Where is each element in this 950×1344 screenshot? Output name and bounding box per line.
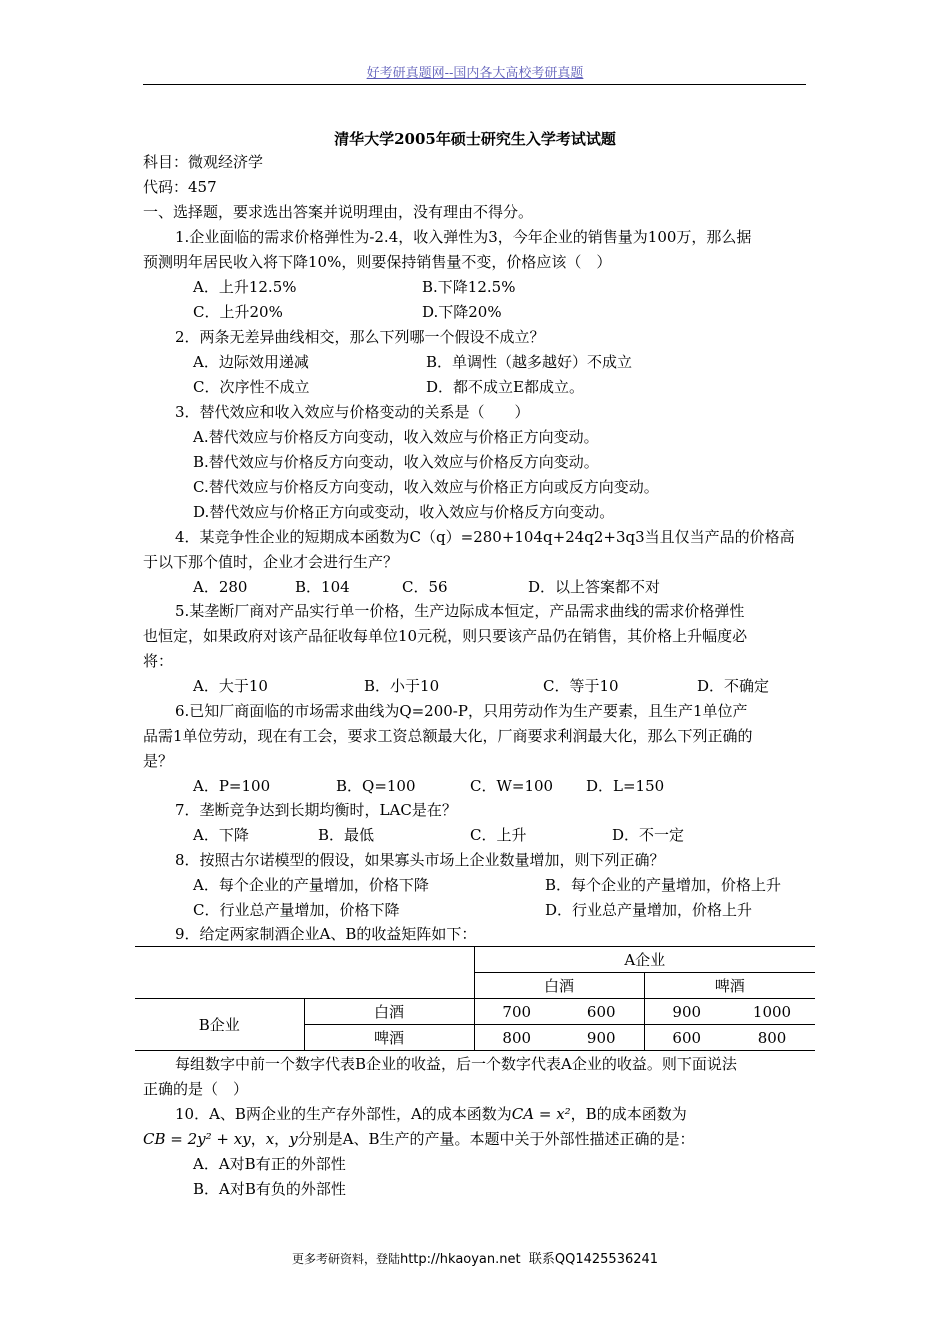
q8-option-a: A．每个企业的产量增加，价格下降 [193,876,429,894]
q8-option-d: D．行业总产量增加，价格上升 [545,901,753,919]
q6-option-a: A．P=100 [193,777,271,795]
q5-line-1: 5.某垄断厂商对产品实行单一价格，生产边际成本恒定，产品需求曲线的需求价格弹性 [175,602,745,620]
q10-line-2 [143,1129,695,1149]
q9-note-1: 每组数字中前一个数字代表B企业的收益，后一个数字代表A企业的收益。则下面说法 [175,1055,737,1073]
q5-option-c: C．等于10 [543,677,619,695]
q10-option-b: B．A对B有负的外部性 [193,1180,346,1198]
code-line: 代码：457 [143,178,217,196]
cell-r1-c2: 600 [559,999,644,1025]
q1-line-2: 预测明年居民收入将下降10%，则要保持销售量不变，价格应该（ ） [143,253,612,271]
q1-option-c: C．上升20% [193,303,283,321]
q10-comma-2: ， [274,1130,290,1148]
q2-option-a: A．边际效用递减 [193,353,309,371]
q8-option-c: C．行业总产量增加，价格下降 [193,901,400,919]
q10-line-1-text-a: 10．A、B两企业的生产存外部性，A的成本函数为 [175,1105,512,1123]
q7-option-b: B．最低 [318,826,375,844]
q6-line-3: 是？ [143,752,174,770]
footer-url[interactable]: http://hkaoyan.net [399,1252,521,1267]
col-header-baijiu: 白酒 [474,973,644,999]
q6-option-c: C．W=100 [470,777,554,795]
q2-option-d: D．都不成立E都成立。 [426,378,584,396]
q6-line-2: 品需1单位劳动，现在有工会，要求工资总额最大化，厂商要求利润最大化，那么下列正确的 [143,727,753,745]
q10-line-1 [175,1104,687,1124]
q4-line-1: 4．某竞争性企业的短期成本函数为C（q）=280+104q+24q2+3q3当且仅当产品的价格高 [175,528,795,546]
q6-option-b: B．Q=100 [336,777,416,795]
cell-r2-c1: 800 [474,1025,559,1051]
q7-option-a: A．下降 [193,826,249,844]
q7-option-c: C．上升 [470,826,527,844]
cell-r2-c2: 900 [559,1025,644,1051]
q2-line-1: 2．两条无差异曲线相交，那么下列哪一个假设不成立？ [175,328,545,346]
q1-option-d: D.下降20% [422,303,502,321]
q4-line-2: 于以下那个值时，企业才会进行生产？ [143,553,399,571]
q4-option-c: C．56 [402,578,448,596]
q1-option-b: B.下降12.5% [422,278,516,296]
q6-line-1: 6.已知厂商面临的市场需求曲线为Q=200-P，只用劳动作为生产要素，且生产1单位产 [175,702,748,720]
q8-line-1: 8．按照古尔诺模型的假设，如果寡头市场上企业数量增加，则下列正确？ [175,851,665,869]
q1-option-a: A．上升12.5% [193,278,297,296]
q10-var-x: x [265,1130,275,1148]
cell-r2-c3: 600 [644,1025,729,1051]
cell-r1-c4: 1000 [729,999,815,1025]
payoff-matrix [135,946,815,1051]
q4-option-a: A．280 [193,578,248,596]
q10-line-1-text-b: ，B的成本函数为 [570,1105,687,1123]
section-heading: 一、选择题，要求选出答案并说明理由，没有理由不得分。 [143,203,534,221]
footer-prefix: 更多考研资料，登陆 [291,1252,400,1266]
q10-line-2-text: 分别是A、B生产的产量。本题中关于外部性描述正确的是： [297,1130,695,1148]
header-link[interactable]: 好考研真题网--国内各大高校考研真题 [366,66,584,81]
q3-line-1: 3．替代效应和收入效应与价格变动的关系是（ ） [175,403,530,421]
q4-option-d: D．以上答案都不对 [528,578,661,596]
footer-contact: 联系QQ1425536241 [528,1252,659,1267]
col-header-pijiu: 啤酒 [644,973,815,999]
q10-var-y: y [289,1130,298,1148]
q10-option-a: A．A对B有正的外部性 [193,1155,346,1173]
page-title: 清华大学2005年硕士研究生入学考试试题 [334,130,616,148]
q6-option-d: D．L=150 [586,777,665,795]
q5-line-2: 也恒定，如果政府对该产品征收每单位10元税，则只要该产品仍在销售，其价格上升幅度必 [143,627,748,645]
q3-option-b: B.替代效应与价格反方向变动，收入效应与价格反方向变动。 [193,453,599,471]
q4-option-b: B．104 [295,578,350,596]
q7-option-d: D．不一定 [612,826,685,844]
cell-r1-c1: 700 [474,999,559,1025]
q5-option-d: D．不确定 [697,677,770,695]
q3-option-a: A.替代效应与价格反方向变动，收入效应与价格正方向变动。 [193,428,599,446]
matrix-corner [135,947,474,999]
footer [0,1248,950,1267]
q10-formula-ca: CA = x² [511,1105,571,1123]
q10-comma-1: ， [250,1130,266,1148]
q5-line-3: 将： [143,652,174,670]
cell-r1-c3: 900 [644,999,729,1025]
row-header-pijiu: 啤酒 [304,1025,474,1051]
subject-line: 科目：微观经济学 [143,153,264,171]
q9-note-2: 正确的是（ ） [143,1080,249,1098]
q9-line-1: 9．给定两家制酒企业A、B的收益矩阵如下： [175,925,477,943]
q1-line-1: 1.企业面临的需求价格弹性为-2.4，收入弹性为3，今年企业的销售量为100万，那么据 [175,228,752,246]
q3-option-c: C.替代效应与价格反方向变动，收入效应与价格正方向或反方向变动。 [193,478,659,496]
q5-option-a: A．大于10 [193,677,268,695]
row-header-baijiu: 白酒 [304,999,474,1025]
header-rule [143,84,806,85]
q10-formula-cb: CB = 2y² + xy [143,1130,251,1148]
q2-option-c: C．次序性不成立 [193,378,310,396]
q2-option-b: B．单调性（越多越好）不成立 [426,353,633,371]
q7-line-1: 7．垄断竞争达到长期均衡时，LAC是在？ [175,801,457,819]
q3-option-d: D.替代效应与价格正方向或变动，收入效应与价格反方向变动。 [193,503,615,521]
row-group-header: B企业 [135,999,304,1051]
col-group-header: A企业 [474,947,815,973]
q5-option-b: B．小于10 [364,677,440,695]
cell-r2-c4: 800 [729,1025,815,1051]
q8-option-b: B．每个企业的产量增加，价格上升 [545,876,782,894]
